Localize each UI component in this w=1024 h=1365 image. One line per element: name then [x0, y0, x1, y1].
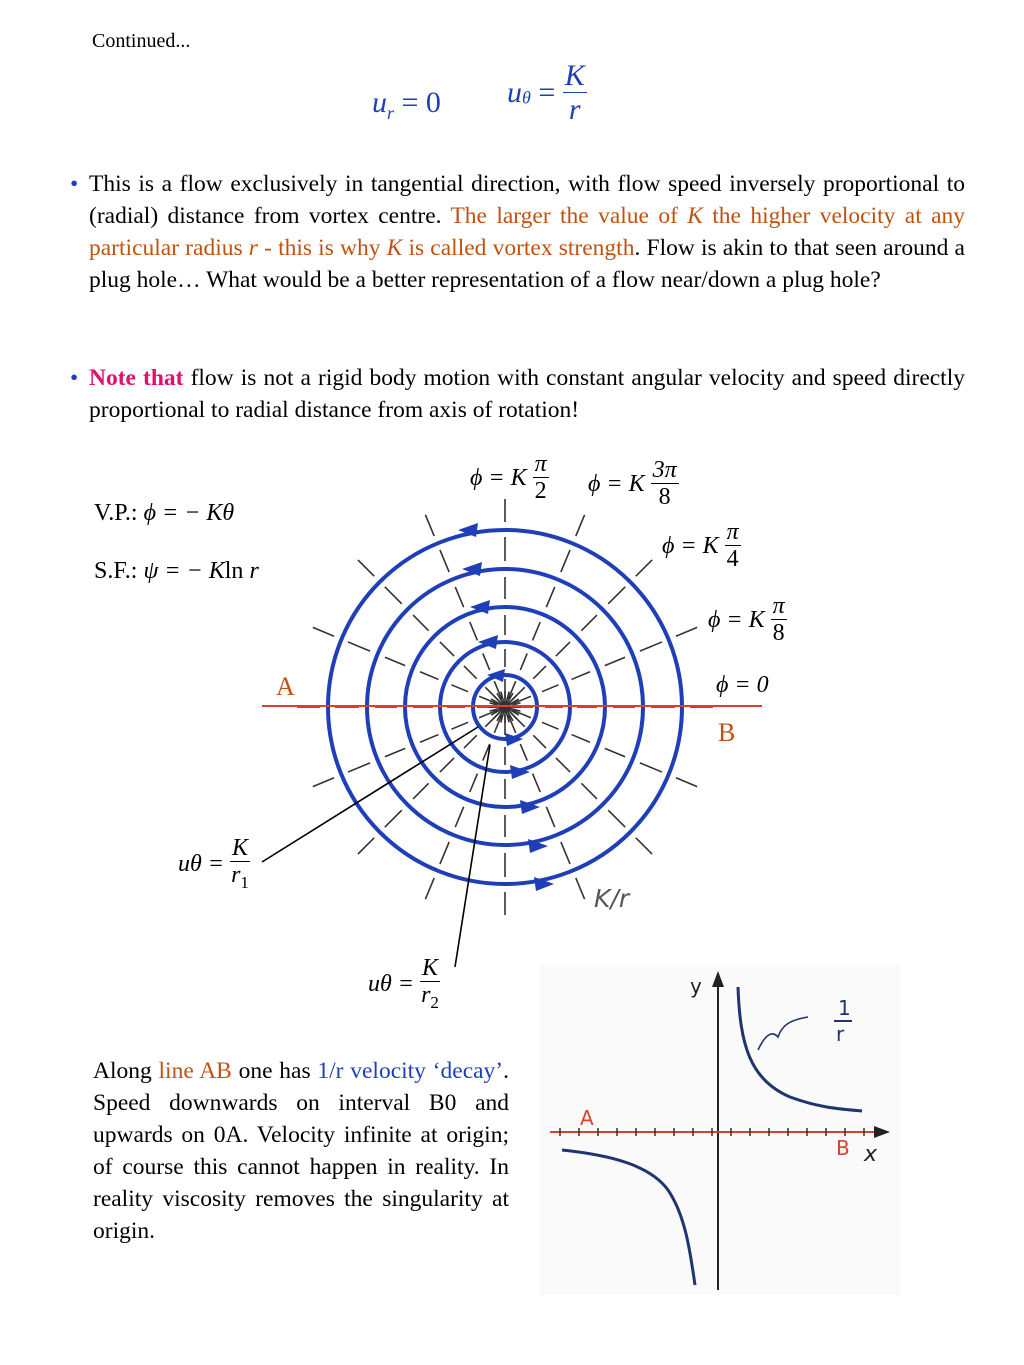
- radial-dash: [385, 810, 402, 827]
- pointer-r2: [455, 745, 490, 967]
- radial-dash: [640, 642, 662, 651]
- u2-num: K: [421, 955, 438, 981]
- bullet1-r: r: [248, 235, 258, 261]
- sketch-a-label: A: [580, 1106, 594, 1130]
- radial-dash: [440, 642, 454, 656]
- sf-equation-r: r: [249, 558, 259, 584]
- u1-lhs: uθ =: [178, 850, 224, 877]
- radial-dash: [546, 807, 554, 827]
- ur-rhs: = 0: [401, 86, 441, 119]
- sketch-y-label: y: [690, 974, 702, 998]
- radial-dash: [676, 627, 697, 636]
- sketch-x-label: x: [864, 1142, 878, 1167]
- radial-dash: [676, 778, 697, 787]
- para-text-b: one has: [231, 1058, 318, 1084]
- point-a-label: A: [276, 672, 295, 701]
- radial-dash: [546, 587, 554, 607]
- bullet1-text-f: . Flow is akin to that seen around a plug hole… What would be a better representation of a flow near/down a plug hole?: [89, 235, 965, 293]
- sketch-fraction-den: r: [836, 1022, 845, 1046]
- vp-equation: ϕ = − Kθ: [143, 500, 235, 526]
- radial-dash: [348, 642, 370, 651]
- radial-dash: [520, 744, 527, 761]
- point-b-label: B: [718, 718, 736, 747]
- phi-prefix: ϕ = K: [470, 464, 527, 491]
- vp-label: V.P.:: [94, 500, 138, 526]
- radial-dash: [413, 615, 429, 631]
- radial-dash: [608, 587, 625, 604]
- radial-dash: [358, 838, 374, 854]
- radial-dash: [470, 774, 478, 792]
- u2-lhs: uθ =: [368, 970, 414, 997]
- utheta-var: u: [507, 75, 522, 109]
- phi-prefix: ϕ = K: [588, 470, 645, 497]
- radial-dash: [581, 615, 597, 631]
- phi-den: 2: [534, 478, 547, 505]
- radial-dash: [425, 878, 434, 899]
- radial-dash: [385, 587, 402, 604]
- radial-dash: [556, 642, 570, 656]
- phi-num: π: [726, 519, 739, 545]
- bullet1-text-b: The larger the value of: [450, 203, 688, 229]
- line-ab-paragraph: [93, 1055, 509, 1247]
- phi-den: 8: [772, 620, 785, 647]
- radial-dash: [608, 810, 625, 827]
- utheta-eq: =: [538, 75, 556, 109]
- radial-dash: [358, 560, 374, 576]
- u1-num: K: [231, 835, 248, 861]
- radial-dash: [451, 722, 468, 729]
- u2-fraction: [420, 956, 440, 1013]
- radial-dash: [440, 842, 449, 864]
- utheta-den: r: [568, 92, 581, 126]
- radial-dash: [464, 735, 477, 748]
- radial-dash: [385, 748, 405, 756]
- radial-dash: [483, 653, 490, 670]
- radial-dash: [470, 622, 478, 640]
- radial-dash: [576, 515, 585, 536]
- utheta-r1-label: [178, 836, 250, 893]
- para-text-a: Along: [93, 1058, 159, 1084]
- radial-dash: [520, 653, 527, 670]
- phi-prefix: ϕ = K: [708, 606, 765, 633]
- para-line-ab: line AB: [158, 1058, 232, 1084]
- utheta-r2-label: [368, 956, 440, 1013]
- radial-dash: [451, 685, 468, 692]
- sketch-b-label: B: [836, 1136, 850, 1160]
- phi-zero: ϕ = 0: [716, 672, 769, 698]
- radial-dash: [440, 758, 454, 772]
- para-text-c: . Speed downwards on interval B0 and upwards on 0A. Velocity infinite at origin; of course this cannot happen in reality. In reality viscosity removes the singularity at origin.: [93, 1058, 509, 1244]
- bullet1-text-c: the higher velocity at any particular radius: [89, 203, 965, 261]
- radial-dash: [572, 672, 590, 680]
- sf-equation-ln: ln: [224, 558, 244, 584]
- bullet1-k1: K: [687, 203, 703, 229]
- ur-sub: r: [387, 103, 395, 123]
- ur-var: u: [372, 86, 387, 119]
- radial-dash: [420, 735, 438, 743]
- phi-num: 3π: [652, 457, 677, 483]
- radial-dash: [636, 560, 652, 576]
- utheta-num: K: [564, 59, 585, 92]
- utheta-sub: θ: [522, 87, 531, 108]
- bullet1-k2: K: [386, 235, 403, 261]
- phi-prefix: ϕ = K: [662, 532, 719, 559]
- radial-dash: [561, 550, 570, 572]
- radial-dash: [313, 778, 334, 787]
- u1-sub: 1: [240, 872, 249, 892]
- radial-dash: [561, 842, 570, 864]
- bullet1-text-a: This is a flow exclusively in tangential direction, with flow speed inversely proportional to (radial) distance from vortex centre.: [89, 171, 965, 229]
- u1-den: r: [231, 862, 241, 889]
- radial-dash: [542, 722, 559, 729]
- u1-fraction: [230, 836, 250, 893]
- bullet-dot: •: [70, 365, 79, 391]
- radial-dash: [425, 515, 434, 536]
- radial-dash: [533, 622, 541, 640]
- radial-dash: [636, 838, 652, 854]
- bullet1-text-e: is called vortex strength: [402, 235, 635, 261]
- phi-den: 8: [658, 484, 671, 511]
- radial-dash: [420, 672, 438, 680]
- u2-sub: 2: [430, 992, 439, 1012]
- sketch-fraction-num: 1: [838, 996, 851, 1020]
- phi-den: 4: [726, 546, 739, 573]
- radial-dash: [455, 807, 463, 827]
- radial-dash: [533, 666, 546, 679]
- para-decay: 1/r velocity ‘decay’: [317, 1058, 504, 1084]
- k-over-r-label: K/r: [594, 884, 630, 913]
- radial-dash: [640, 763, 662, 772]
- radial-dash: [440, 550, 449, 572]
- radial-dash: [455, 587, 463, 607]
- radial-dash: [556, 758, 570, 772]
- continued-label: Continued...: [92, 30, 191, 52]
- radial-dash: [413, 783, 429, 799]
- sf-equation-a: ψ = − K: [143, 558, 225, 584]
- bullet2-text: flow is not a rigid body motion with constant angular velocity and speed directly proportional to radial distance from axis of rotation!: [89, 365, 965, 423]
- radial-dash: [533, 774, 541, 792]
- radial-dash: [605, 657, 625, 665]
- radial-dash: [533, 735, 546, 748]
- u2-den: r: [421, 982, 431, 1009]
- radial-dash: [348, 763, 370, 772]
- radial-dash: [542, 685, 559, 692]
- phi-num: π: [772, 593, 785, 619]
- radial-dash: [385, 657, 405, 665]
- bullet1-text-d: - this is why: [257, 235, 387, 261]
- radial-dash: [464, 666, 477, 679]
- radial-dash: [572, 735, 590, 743]
- radial-dash: [313, 627, 334, 636]
- radial-dash: [581, 783, 597, 799]
- phi-num: π: [534, 451, 547, 477]
- inverse-r-sketch: [540, 965, 900, 1295]
- note-highlight: Note that: [89, 365, 184, 391]
- radial-dash: [605, 748, 625, 756]
- sf-label: S.F.:: [94, 558, 138, 584]
- radial-dash: [576, 878, 585, 899]
- bullet-dot: •: [70, 171, 79, 197]
